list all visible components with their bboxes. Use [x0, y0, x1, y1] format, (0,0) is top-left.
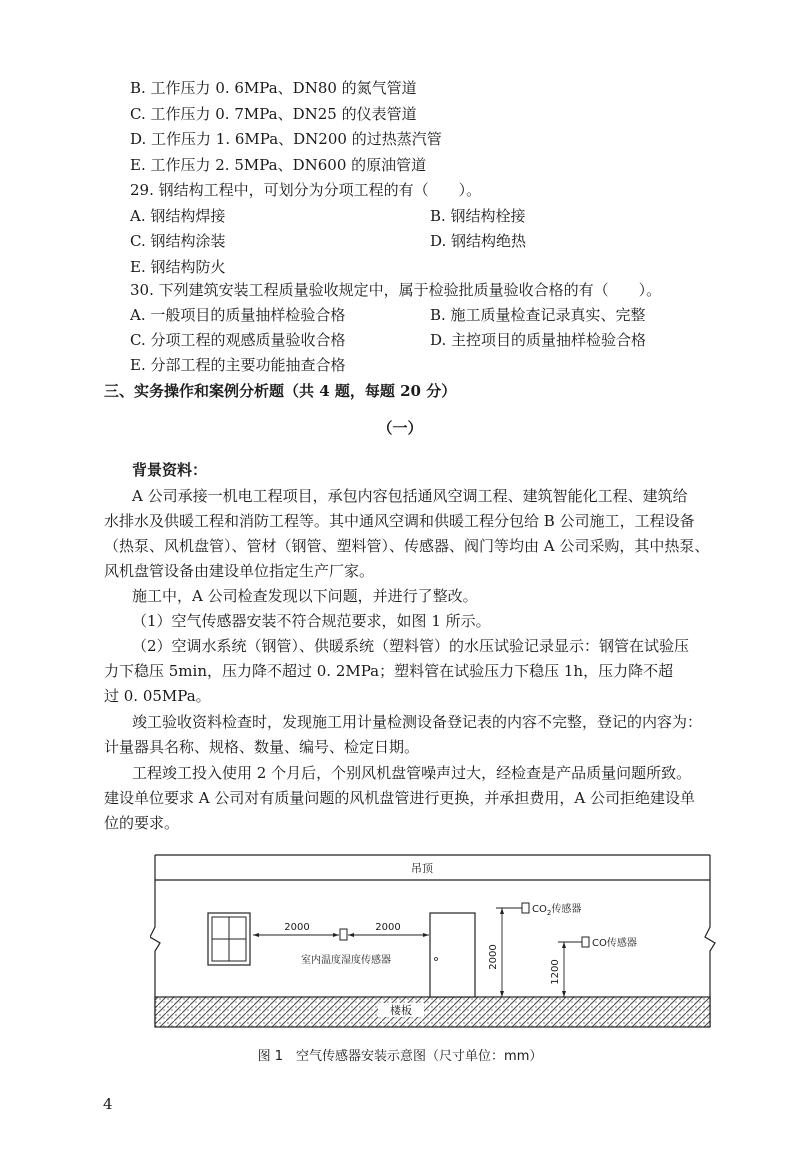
height-1200-arrow-top [562, 942, 566, 948]
co2-label-main: CO [532, 904, 547, 915]
height-2000-arrow-bottom [500, 991, 504, 997]
co2-sensor-label [532, 902, 581, 917]
dim-right-value: 2000 [375, 922, 401, 933]
door [430, 913, 475, 997]
para3: （1）空气传感器安装不符合规范要求，如图 1 所示。 [132, 612, 491, 630]
case-number: （一） [377, 419, 423, 437]
q30-option-a: A. 一般项目的质量抽样检验合格 [130, 306, 346, 324]
co2-label-tail: 传感器 [551, 904, 582, 915]
q29-stem: 29. 钢结构工程中，可划分为分项工程的有（ ）。 [130, 181, 482, 199]
floor-slab [155, 997, 710, 1027]
background-label: 背景资料： [132, 461, 208, 479]
q28-option-c: C. 工作压力 0. 7MPa、DN25 的仪表管道 [130, 105, 417, 123]
dim-left-arrow-a [253, 933, 259, 937]
height-1200-arrow-bottom [562, 991, 566, 997]
para5-line2: 计量器具名称、规格、数量、编号、检定日期。 [104, 738, 420, 756]
q30-option-d: D. 主控项目的质量抽样检验合格 [430, 331, 647, 349]
floor-label: 楼板 [390, 1004, 412, 1017]
dim-right-arrow-b [423, 933, 429, 937]
q29-option-e: E. 钢结构防火 [130, 258, 226, 276]
room-sensor-label: 室内温度湿度传感器 [301, 955, 391, 966]
page-number: 4 [103, 1095, 113, 1113]
q28-option-e: E. 工作压力 2. 5MPa、DN600 的原油管道 [130, 156, 427, 174]
para4-line1: （2）空调水系统（钢管）、供暖系统（塑料管）的水压试验记录显示：钢管在试验压 [132, 637, 690, 655]
q28-option-b: B. 工作压力 0. 6MPa、DN80 的氮气管道 [130, 79, 417, 97]
height-2000-value: 2000 [488, 944, 499, 970]
para4-line3: 过 0. 05MPa。 [104, 687, 211, 705]
para1-line1: A 公司承接一机电工程项目，承包内容包括通风空调工程、建筑智能化工程、建筑给 [132, 487, 688, 505]
height-1200-value: 1200 [550, 959, 561, 985]
q29-option-a: A. 钢结构焊接 [130, 207, 226, 225]
q29-option-b: B. 钢结构栓接 [430, 207, 526, 225]
co2-sensor [522, 903, 529, 913]
section-heading: 三、实务操作和案例分析题（共 4 题，每题 20 分） [104, 382, 457, 400]
para4-line2: 力下稳压 5min，压力降不超过 0. 2MPa；塑料管在试验压力下稳压 1h，压力降不超 [104, 662, 674, 680]
co-sensor-label: CO传感器 [592, 938, 637, 949]
room-temp-humidity-sensor [340, 929, 347, 940]
co-sensor [582, 937, 589, 947]
dim-left-value: 2000 [284, 922, 310, 933]
para1-line2: 水排水及供暖工程和消防工程等。其中通风空调和供暖工程分包给 B 公司施工，工程设备 [104, 512, 695, 530]
para2: 施工中，A 公司检查发现以下问题，并进行了整改。 [132, 587, 478, 605]
height-2000-arrow-top [500, 908, 504, 914]
co2-label-sub: 2 [546, 909, 552, 917]
para1-line3: （热泵、风机盘管）、管材（钢管、塑料管）、传感器、阀门等均由 A 公司采购，其中热泵、 [104, 537, 710, 555]
q30-stem: 30. 下列建筑安装工程质量验收规定中，属于检验批质量验收合格的有（ ）。 [130, 281, 662, 299]
sensor-installation-diagram [150, 845, 720, 1045]
q28-option-d: D. 工作压力 1. 6MPa、DN200 的过热蒸汽管 [130, 130, 442, 148]
q29-option-d: D. 钢结构绝热 [430, 232, 527, 250]
figure-caption: 图 1 空气传感器安装示意图（尺寸单位：mm） [257, 1049, 543, 1064]
ceiling-label: 吊顶 [411, 862, 433, 875]
q29-option-c: C. 钢结构涂装 [130, 232, 226, 250]
para1-line4: 风机盘管设备由建设单位指定生产厂家。 [104, 562, 375, 580]
para5-line1: 竣工验收资料检查时，发现施工用计量检测设备登记表的内容不完整，登记的内容为： [132, 713, 703, 731]
q30-option-b: B. 施工质量检查记录真实、完整 [430, 306, 646, 324]
para6-line3: 位的要求。 [104, 814, 180, 832]
para6-line1: 工程竣工投入使用 2 个月后，个别风机盘管噪声过大，经检查是产品质量问题所致。 [132, 764, 692, 782]
q30-option-e: E. 分部工程的主要功能抽查合格 [130, 356, 346, 374]
dim-left-arrow-b [333, 933, 339, 937]
q30-option-c: C. 分项工程的观感质量验收合格 [130, 331, 346, 349]
para6-line2: 建设单位要求 A 公司对有质量问题的风机盘管进行更换，并承担费用，A 公司拒绝建设单 [104, 789, 695, 807]
dim-right-arrow-a [348, 933, 354, 937]
